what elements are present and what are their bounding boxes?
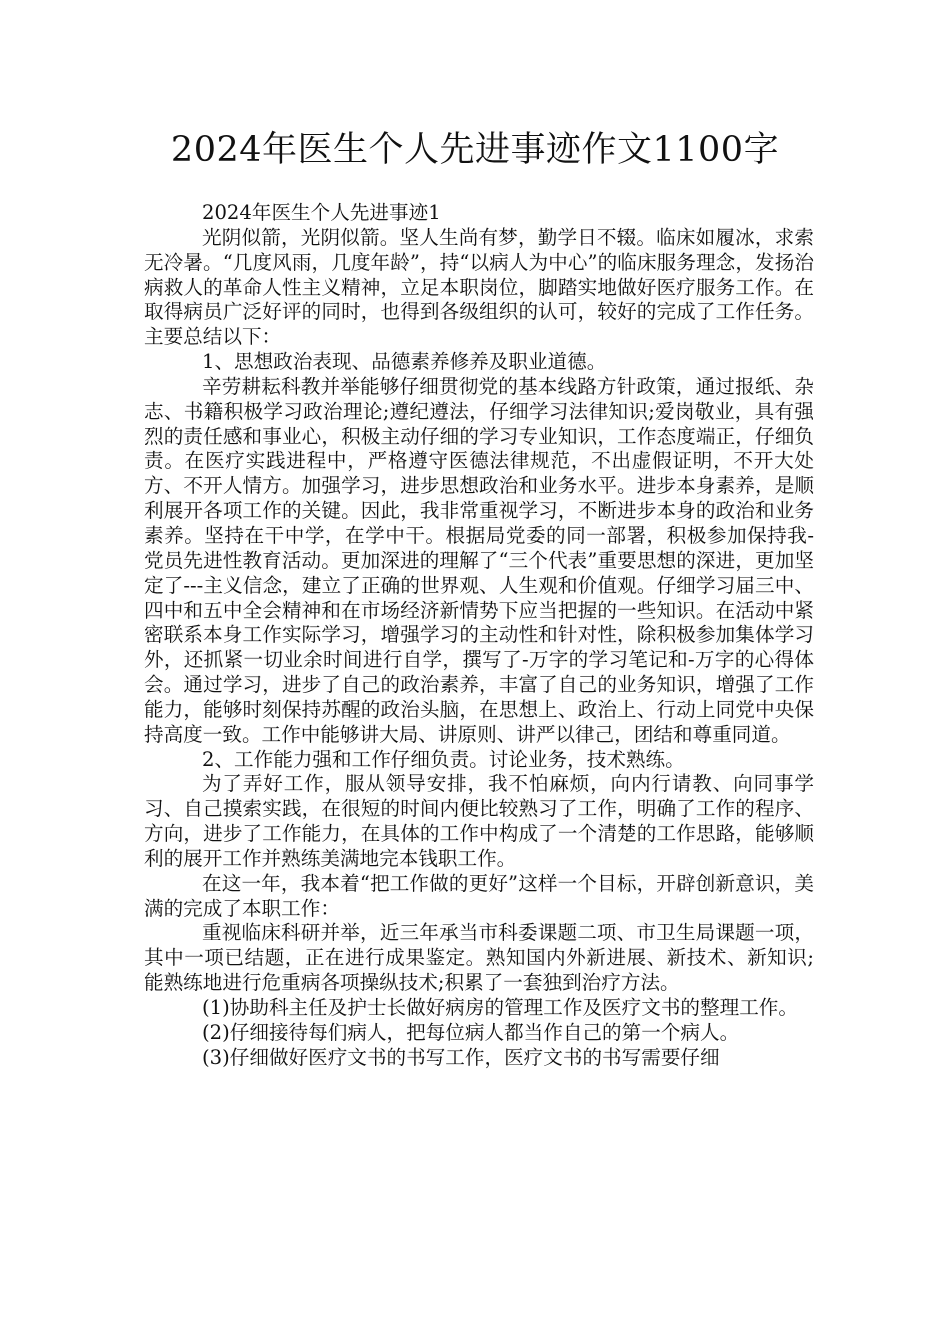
paragraph: 为了弄好工作，服从领导安排，我不怕麻烦，向内行请教、向同事学习、自己摸索实践，在很短的时间内便比较熟习了工作，明确了工作的程序、方向，进步了工作能力，在具体的工作中构成了一个清楚的工作思路，能够顺利的展开工作并熟练美满地完本钱职工作。 [144, 772, 814, 870]
paragraph: 辛劳耕耘科教并举能够仔细贯彻党的基本线路方针政策，通过报纸、杂志、书籍积极学习政治理论;遵纪遵法，仔细学习法律知识;爱岗敬业，具有强烈的责任感和事业心，积极主动仔细的学习专业知识，工作态度端正，仔细负责。在医疗实践进程中，严格遵守医德法律规范，不出虚假证明，不开大处方、不开人情方。加强学习，进步思想政治和业务水平。进步本身素养，是顺利展开各项工作的关键。因此，我非常重视学习，不断进步本身的政治和业务素养。坚持在干中学，在学中干。根据局党委的同一部署，积极参加保持我-党员先进性教育活动。更加深进的理解了“三个代表”重要思想的深进，更加坚定了---主义信念，建立了正确的世界观、人生观和价值观。仔细学习届三中、四中和五中全会精神和在市场经济新情势下应当把握的一些知识。在活动中紧密联系本身工作实际学习，增强学习的主动性和针对性，除积极参加集体学习外，还抓紧一切业余时间进行自学，撰写了-万字的学习笔记和-万字的心得体会。通过学习，进步了自己的政治素养，丰富了自己的业务知识，增强了工作能力，能够时刻保持苏醒的政治头脑，在思想上、政治上、行动上同党中央保持高度一致。工作中能够讲大局、讲原则、讲严以律己，团结和尊重同道。 [144, 374, 814, 746]
document-body [144, 201, 814, 1071]
section-heading: 2024年医生个人先进事迹1 [202, 201, 441, 224]
list-item: (3)仔细做好医疗文书的书写工作，医疗文书的书写需要仔细 [202, 1045, 720, 1069]
paragraph: 1、思想政治表现、品德素养修养及职业道德。 [202, 350, 607, 374]
list-item: (2)仔细接待每们病人，把每位病人都当作自己的第一个病人。 [202, 1020, 740, 1044]
paragraph: 重视临床科研并举，近三年承当市科委课题二项、市卫生局课题一项，其中一项已结题，正在进行成果鉴定。熟知国内外新进展、新技术、新知识;能熟练地进行危重病各项操纵技术;积累了一套独到治疗方法。 [144, 921, 814, 995]
list-item: (1)协助科主任及护士长做好病房的管理工作及医疗文书的整理工作。 [202, 996, 798, 1019]
paragraph: 光阴似箭，光阴似箭。坚人生尚有梦，勤学日不辍。临床如履冰，求索无冷暑。“几度风雨，几度年龄”，持“以病人为中心”的临床服务理念，发扬治病救人的革命人性主义精神，立足本职岗位，脚踏实地做好医疗服务工作。在取得病员广泛好评的同时，也得到各级组织的认可，较好的完成了工作任务。主要总结以下： [144, 225, 814, 349]
document-title: 2024年医生个人先进事迹作文1100字 [170, 130, 780, 170]
paragraph: 2、工作能力强和工作仔细负责。讨论业务，技术熟练。 [202, 747, 685, 771]
paragraph: 在这一年，我本着“把工作做的更好”这样一个目标，开辟创新意识，美满的完成了本职工作： [144, 871, 814, 920]
